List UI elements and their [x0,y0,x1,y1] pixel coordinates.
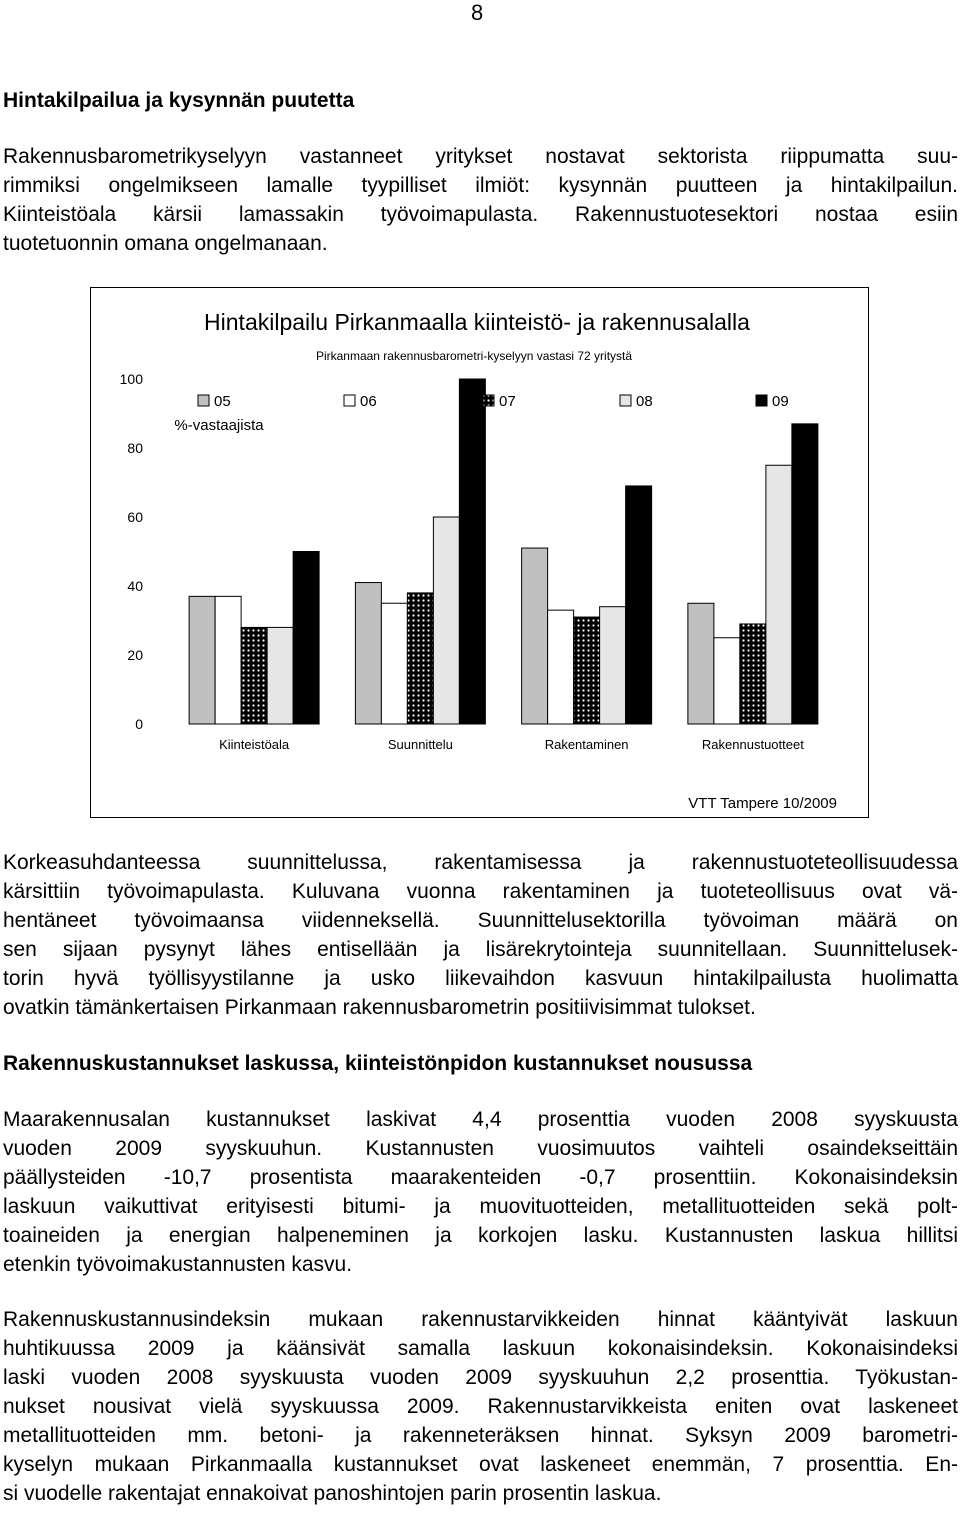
bar-07 [407,593,433,724]
text-line: Rakennuskustannusindeksin mukaan rakennustarvikkeiden hinnat kääntyivät laskuun [3,1308,958,1331]
bar-09 [293,552,319,725]
bar-06 [548,610,574,724]
text-line: laski vuoden 2008 syyskuusta vuoden 2009 syyskuuhun 2,2 prosenttia. Työkustan- [3,1366,958,1389]
bar-05 [355,583,381,724]
section-heading-price-competition: Hintakilpailua ja kysynnän puutetta [3,89,355,112]
text-line: tuotetuonnin omana ongelmanaan. [3,232,328,255]
text-line: hentäneet työvoimaansa viidenneksellä. Suunnittelusektorilla työvoiman määrä on [3,909,958,932]
text-line: vuoden 2009 syyskuuhun. Kustannusten vuosimuutos vaihteli osaindekseittäin [3,1137,958,1160]
y-tick-label: 20 [127,647,143,663]
text-line: torin hyvä työllisyystilanne ja usko liikevaihdon kasvuun hintakilpailusta huolimatta [3,967,958,990]
legend-swatch [620,395,631,406]
y-tick-label: 100 [119,371,143,387]
chart-frame [90,287,869,818]
y-tick-label: 0 [135,716,143,732]
x-category-label: Suunnittelu [387,737,453,752]
text-line: laskuun vaikuttivat erityisesti bitumi- ja muovituotteiden, metallituotteiden sekä polt- [3,1195,958,1218]
bar-06 [714,638,740,724]
text-line: ovatkin tämänkertaisen Pirkanmaan rakennusbarometrin positiivisimmat tulokset. [3,996,756,1019]
text-line: kärsittiin työvoimapulasta. Kuluvana vuonna rakentaminen ja tuoteteollisuus ovat vä- [3,880,958,903]
y-tick-label: 40 [127,578,143,594]
bar-08 [600,607,626,724]
bar-06 [381,603,407,724]
bar-07 [241,627,267,724]
bar-06 [215,596,241,724]
text-line: toaineiden ja energian halpeneminen ja korkojen lasku. Kustannusten laskua hillitsi [3,1224,958,1247]
legend-label: 08 [636,393,653,410]
bar-09 [792,424,818,724]
y-axis-label: %-vastaajista [174,417,264,434]
intro-paragraph [3,142,958,258]
building-cost-index-paragraph [3,1305,958,1508]
bar-09 [459,379,485,724]
text-line: Rakennusbarometrikyselyyn vastanneet yritykset nostavat sektorista riippumatta suu- [3,145,958,168]
bar-07 [740,624,766,724]
bar-09 [626,486,652,724]
text-line: Maarakennusalan kustannukset laskivat 4,4 prosenttia vuoden 2008 syyskuusta [3,1108,958,1131]
legend-label: 07 [499,393,516,410]
earthworks-costs-paragraph [3,1105,958,1279]
bar-05 [189,596,215,724]
text-line: metallituotteiden mm. betoni- ja rakenneteräksen hinnat. Syksyn 2009 barometri- [3,1424,958,1447]
source-note: VTT Tampere 10/2009 [688,795,837,812]
bar-08 [433,517,459,724]
text-line: kyselyn mukaan Pirkanmaalla kustannukset ovat laskeneet enemmän, 7 prosenttia. En- [3,1453,958,1476]
text-line: nukset nousivat vielä syyskuussa 2009. Rakennustarvikkeista eniten ovat laskeneet [3,1395,958,1418]
bar-08 [766,465,792,724]
text-line: si vuodelle rakentajat ennakoivat panoshintojen parin prosentin laskua. [3,1482,662,1505]
y-tick-label: 60 [127,509,143,525]
text-line: päällysteiden -10,7 prosentista maarakenteiden -0,7 prosenttiin. Kokonaisindeksin [3,1166,958,1189]
x-category-label: Rakennustuotteet [701,737,804,752]
text-line: sen sijaan pysynyt lähes entisellään ja lisärekrytointeja suunnitellaan. Suunnittelusek- [3,938,958,961]
bar-08 [267,627,293,724]
text-line: Kiinteistöala kärsii lamassakin työvoimapulasta. Rakennustuotesektori nostaa esiin [3,203,958,226]
bar-chart [91,288,868,817]
legend-label: 05 [214,393,231,410]
legend-label: 09 [772,393,789,410]
text-line: Korkeasuhdanteessa suunnittelussa, rakentamisessa ja rakennustuoteteollisuudessa [3,851,958,874]
text-line: huhtikuussa 2009 ja käänsivät samalla laskuun kokonaisindeksin. Kokonaisindeksi [3,1337,958,1360]
x-category-label: Rakentaminen [544,737,629,752]
bar-05 [688,603,714,724]
bar-07 [574,617,600,724]
workforce-paragraph [3,848,958,1022]
legend-swatch [483,395,494,406]
section-heading-costs: Rakennuskustannukset laskussa, kiinteistönpidon kustannukset nousussa [3,1052,753,1075]
x-category-label: Kiinteistöala [219,737,290,752]
text-line: etenkin työvoimakustannusten kasvu. [3,1253,353,1276]
chart-subtitle: Pirkanmaan rakennusbarometri-kyselyyn vastasi 72 yritystä [315,349,633,363]
legend-swatch [756,395,767,406]
y-tick-label: 80 [127,440,143,456]
chart-title: Hintakilpailu Pirkanmaalla kiinteistö- ja rakennusalalla [204,309,750,335]
legend-swatch [198,395,209,406]
text-line: rimmiksi ongelmikseen lamalle tyypilliset ilmiöt: kysynnän puutteen ja hintakilpailun. [3,174,958,197]
legend-swatch [344,395,355,406]
page-number: 8 [471,0,484,25]
legend-label: 06 [360,393,377,410]
bar-05 [522,548,548,724]
